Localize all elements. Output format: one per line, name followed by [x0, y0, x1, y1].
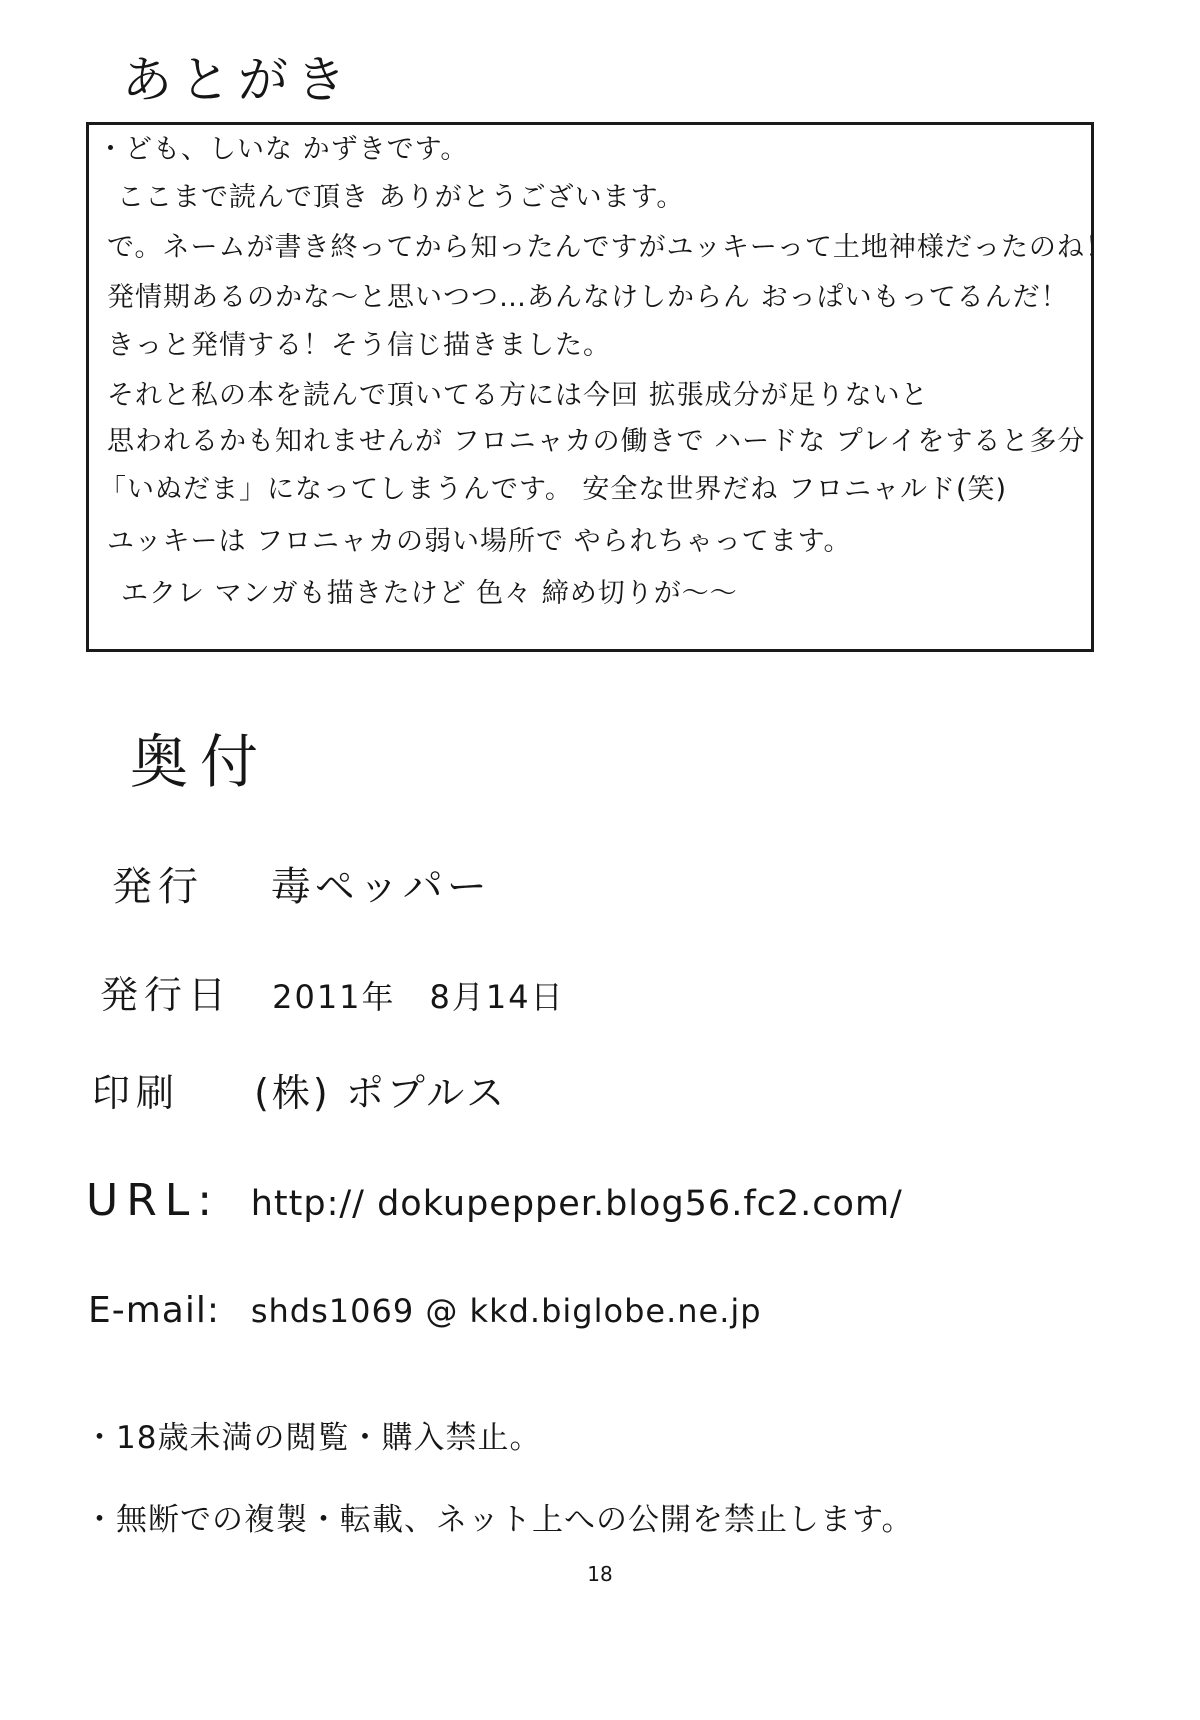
printer-label: 印刷 [92, 1071, 181, 1115]
url-value: http:// dokupepper.blog56.fc2.com/ [250, 1184, 903, 1224]
afterword-line: 思われるかも知れませんが フロニャカの働きで ハードな プレイをすると多分 [107, 426, 1086, 457]
afterword-line: ・ども、しいな かずきです。 [97, 134, 469, 165]
url-row [86, 1176, 903, 1229]
afterword-line: エクレ マンガも描きたけど 色々 締め切りが〜〜 [121, 578, 738, 609]
afterword-line: それと私の本を読んで頂いてる方には今回 拡張成分が足りないと [107, 380, 929, 411]
printer-value: (株) ポプルス [254, 1071, 508, 1115]
issue-date-row [100, 970, 565, 1022]
age-restriction-notice: ・18歳未満の閲覧・購入禁止。 [84, 1420, 542, 1456]
email-value: shds1069 @ kkd.biglobe.ne.jp [250, 1292, 762, 1330]
email-row [88, 1286, 762, 1336]
publisher-label: 発行 [112, 864, 204, 910]
url-label: URL: [86, 1175, 221, 1226]
afterword-line: で。ネームが書き終ってから知ったんですがユッキーって土地神様だったのね！ [107, 232, 1113, 263]
afterword-line: 「いぬだま」になってしまうんです。 安全な世界だね フロニャルド(笑) [99, 474, 1008, 505]
afterword-line: ここまで読んで頂き ありがとうございます。 [117, 182, 685, 213]
afterword-title: あとがき [122, 51, 354, 109]
page-number: 18 [587, 1562, 613, 1586]
publisher-value: 毒ペッパー [270, 864, 491, 910]
colophon-title: 奥付 [130, 728, 271, 796]
afterword-line: ユッキーは フロニャカの弱い場所で やられちゃってます。 [107, 526, 852, 557]
afterword-box [86, 122, 1113, 652]
publisher-row [112, 862, 491, 912]
issue-date-label: 発行日 [100, 973, 233, 1017]
issue-date-value: 2011年 8月14日 [272, 978, 565, 1016]
copyright-notice: ・無断での複製・転載、ネット上への公開を禁止します。 [84, 1502, 914, 1538]
printer-row [92, 1068, 507, 1118]
afterword-line: 発情期あるのかな〜と思いつつ…あんなけしからん おっぱいもってるんだ！ [107, 282, 1069, 313]
afterword-line: きっと発情する！そう信じ描きました。 [107, 330, 611, 361]
email-label: E-mail: [88, 1290, 220, 1331]
